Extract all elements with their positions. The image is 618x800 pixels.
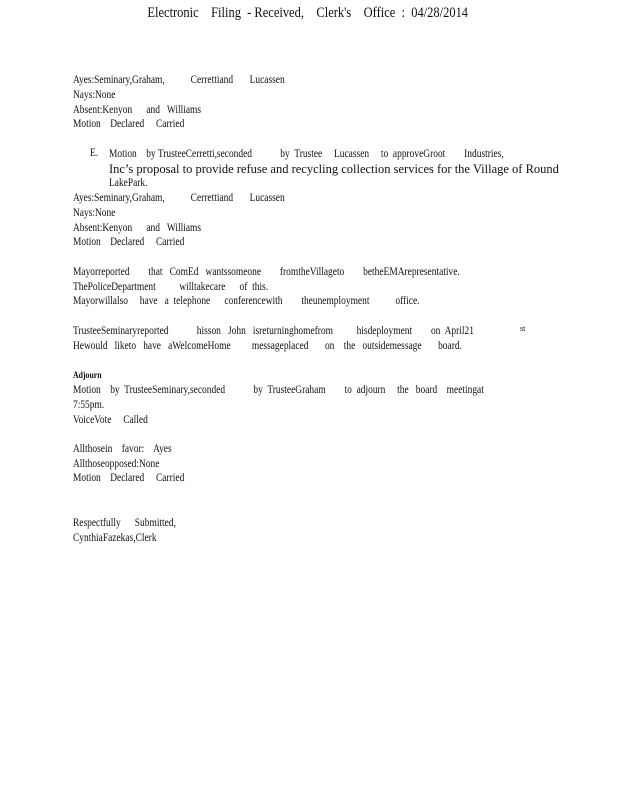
- signature-closing: Respectfully Submitted,: [73, 517, 176, 529]
- item-e-line3: LakePark.: [109, 177, 148, 189]
- mayor-line3: Mayorwillalso have a telephone conferencewith theunemployment office.: [73, 295, 420, 307]
- trustee-line1: TrusteeSeminaryreported hisson John isreturninghomefrom hisdeployment on April21: [73, 325, 474, 337]
- adjourn-line3: VoiceVote Called: [73, 414, 148, 426]
- item-e-label: E.: [90, 147, 99, 159]
- trustee-line2: Hewould liketo have aWelcomeHome messageplaced on the outsidemessage board.: [73, 340, 462, 352]
- vote2-motion: Motion Declared Carried: [73, 236, 185, 248]
- vote1-nays: Nays:None: [73, 89, 116, 101]
- vote1-ayes: Ayes:Seminary,Graham, Cerrettiand Lucassen: [73, 74, 285, 86]
- vote1-absent: Absent:Kenyon and Williams: [73, 104, 202, 116]
- adjourn-line1: Motion by TrusteeSeminary,seconded by TrusteeGraham to adjourn the board meetingat: [73, 384, 484, 396]
- vote2-nays: Nays:None: [73, 207, 116, 219]
- mayor-line1: Mayorreported that ComEd wantssomeone fromtheVillageto betheEMArepresentative.: [73, 266, 460, 278]
- vote1-motion: Motion Declared Carried: [73, 118, 185, 130]
- vote2-absent: Absent:Kenyon and Williams: [73, 222, 202, 234]
- vote2-ayes: Ayes:Seminary,Graham, Cerrettiand Lucassen: [73, 192, 285, 204]
- voice-opposed: Allthoseopposed:None: [73, 458, 160, 470]
- signature-name: CynthiaFazekas,Clerk: [73, 532, 157, 544]
- voice-motion: Motion Declared Carried: [73, 472, 185, 484]
- filing-stamp: Electronic Filing - Received, Clerk's Office : 04/28/2014: [147, 5, 469, 21]
- date-superscript: st: [520, 324, 526, 333]
- mayor-line2: ThePoliceDepartment willtakecare of this.: [73, 281, 269, 293]
- adjourn-line2: 7:55pm.: [73, 399, 105, 411]
- item-e-line2: Inc’s proposal to provide refuse and recycling collection services for the Village of Round: [109, 162, 559, 176]
- voice-favor: Allthosein favor: Ayes: [73, 443, 172, 455]
- adjourn-heading: Adjourn: [73, 371, 102, 381]
- item-e-line1: Motion by TrusteeCerretti,seconded by Trustee Lucassen to approveGroot Industries,: [109, 148, 504, 160]
